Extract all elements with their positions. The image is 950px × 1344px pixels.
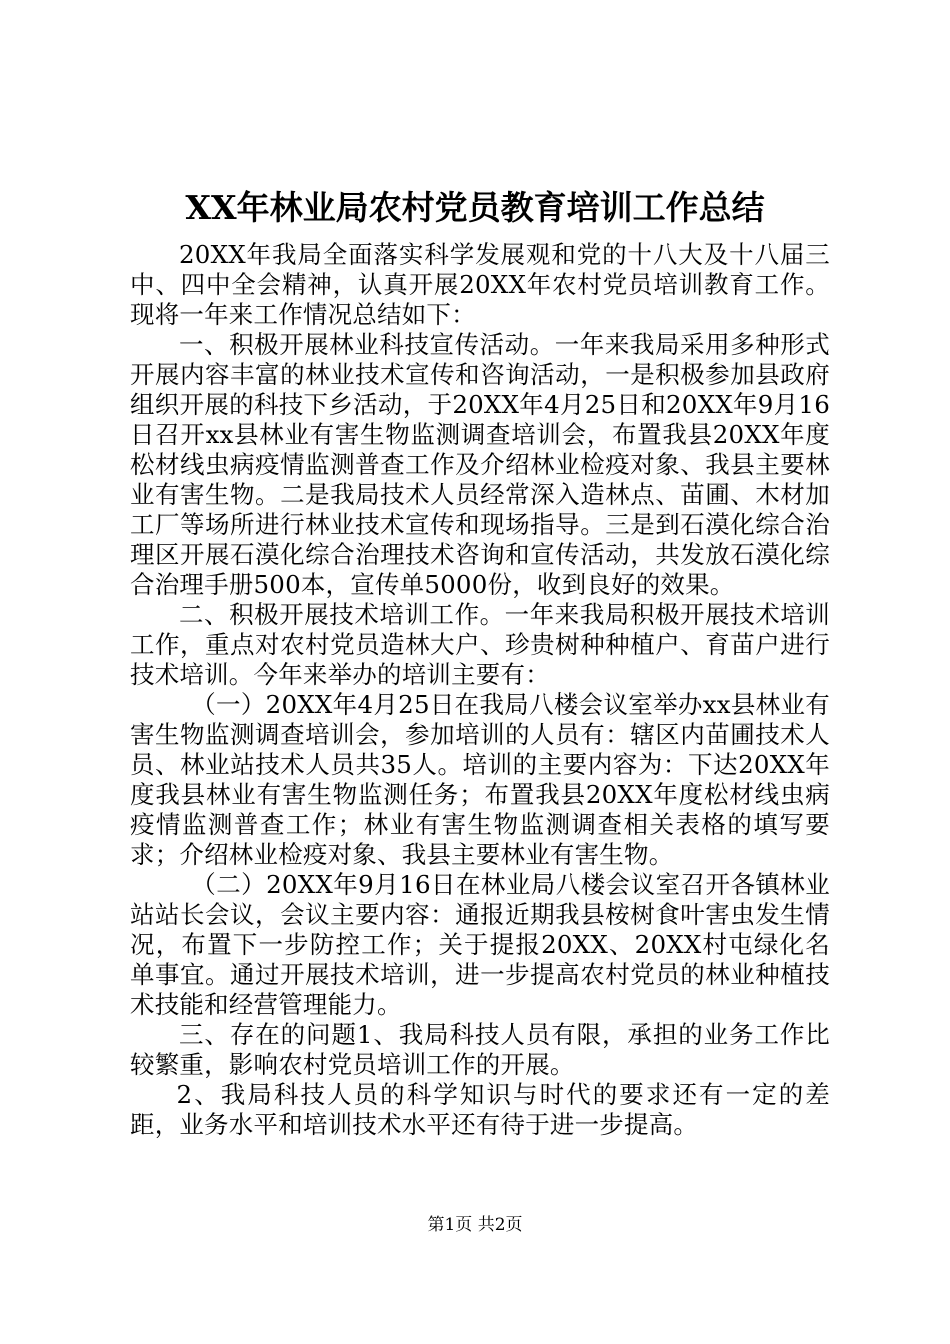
paragraph-intro: 20XX年我局全面落实科学发展观和党的十八大及十八届三中、四中全会精神，认真开展20XX年农村党员培训教育工作。现将一年来工作情况总结如下： xyxy=(130,240,830,329)
paragraph-item-1: （一）20XX年4月25日在我局八楼会议室举办xx县林业有害生物监测调查培训会，参加培训的人员有：辖区内苗圃技术人员、林业站技术人员共35人。培训的主要内容为：下达20XX年度我县林业有害生物监测任务；布置我县20XX年度松材线虫病疫情监测普查工作；林业有害生物监测调查相关表格的填写要求；介绍林业检疫对象、我县主要林业有害生物。 xyxy=(130,690,830,869)
document-title: XX年林业局农村党员教育培训工作总结 xyxy=(185,188,765,227)
paragraph-item-2: （二）20XX年9月16日在林业局八楼会议室召开各镇林业站站长会议，会议主要内容：通报近期我县桉树食叶害虫发生情况，布置下一步防控工作；关于提报20XX、20XX村屯绿化名单事宜。通过开展技术培训，进一步提高农村党员的林业种植技术技能和经营管理能力。 xyxy=(130,870,830,1019)
paragraph-section-1: 一、积极开展林业科技宣传活动。一年来我局采用多种形式开展内容丰富的林业技术宣传和咨询活动，一是积极参加县政府组织开展的科技下乡活动，于20XX年4月25日和20XX年9月16日召开xx县林业有害生物监测调查培训会，布置我县20XX年度松材线虫病疫情监测普查工作及介绍林业检疫对象、我县主要林业有害生物。二是我局技术人员经常深入造林点、苗圃、木材加工厂等场所进行林业技术宣传和现场指导。三是到石漠化综合治理区开展石漠化综合治理技术咨询和宣传活动，共发放石漠化综合治理手册500本，宣传单5000份，收到良好的效果。 xyxy=(130,330,830,599)
paragraph-section-3: 三、存在的问题1、我局科技人员有限，承担的业务工作比较繁重，影响农村党员培训工作的开展。 xyxy=(130,1020,830,1079)
paragraph-section-2: 二、积极开展技术培训工作。一年来我局积极开展技术培训工作，重点对农村党员造林大户、珍贵树种种植户、育苗户进行技术培训。今年来举办的培训主要有： xyxy=(130,600,830,689)
document-body xyxy=(130,240,830,1140)
paragraph-issue-2: 2、我局科技人员的科学知识与时代的要求还有一定的差距，业务水平和培训技术水平还有待于进一步提高。 xyxy=(130,1080,830,1139)
page-number-footer: 第1页 共2页 xyxy=(427,1215,523,1235)
